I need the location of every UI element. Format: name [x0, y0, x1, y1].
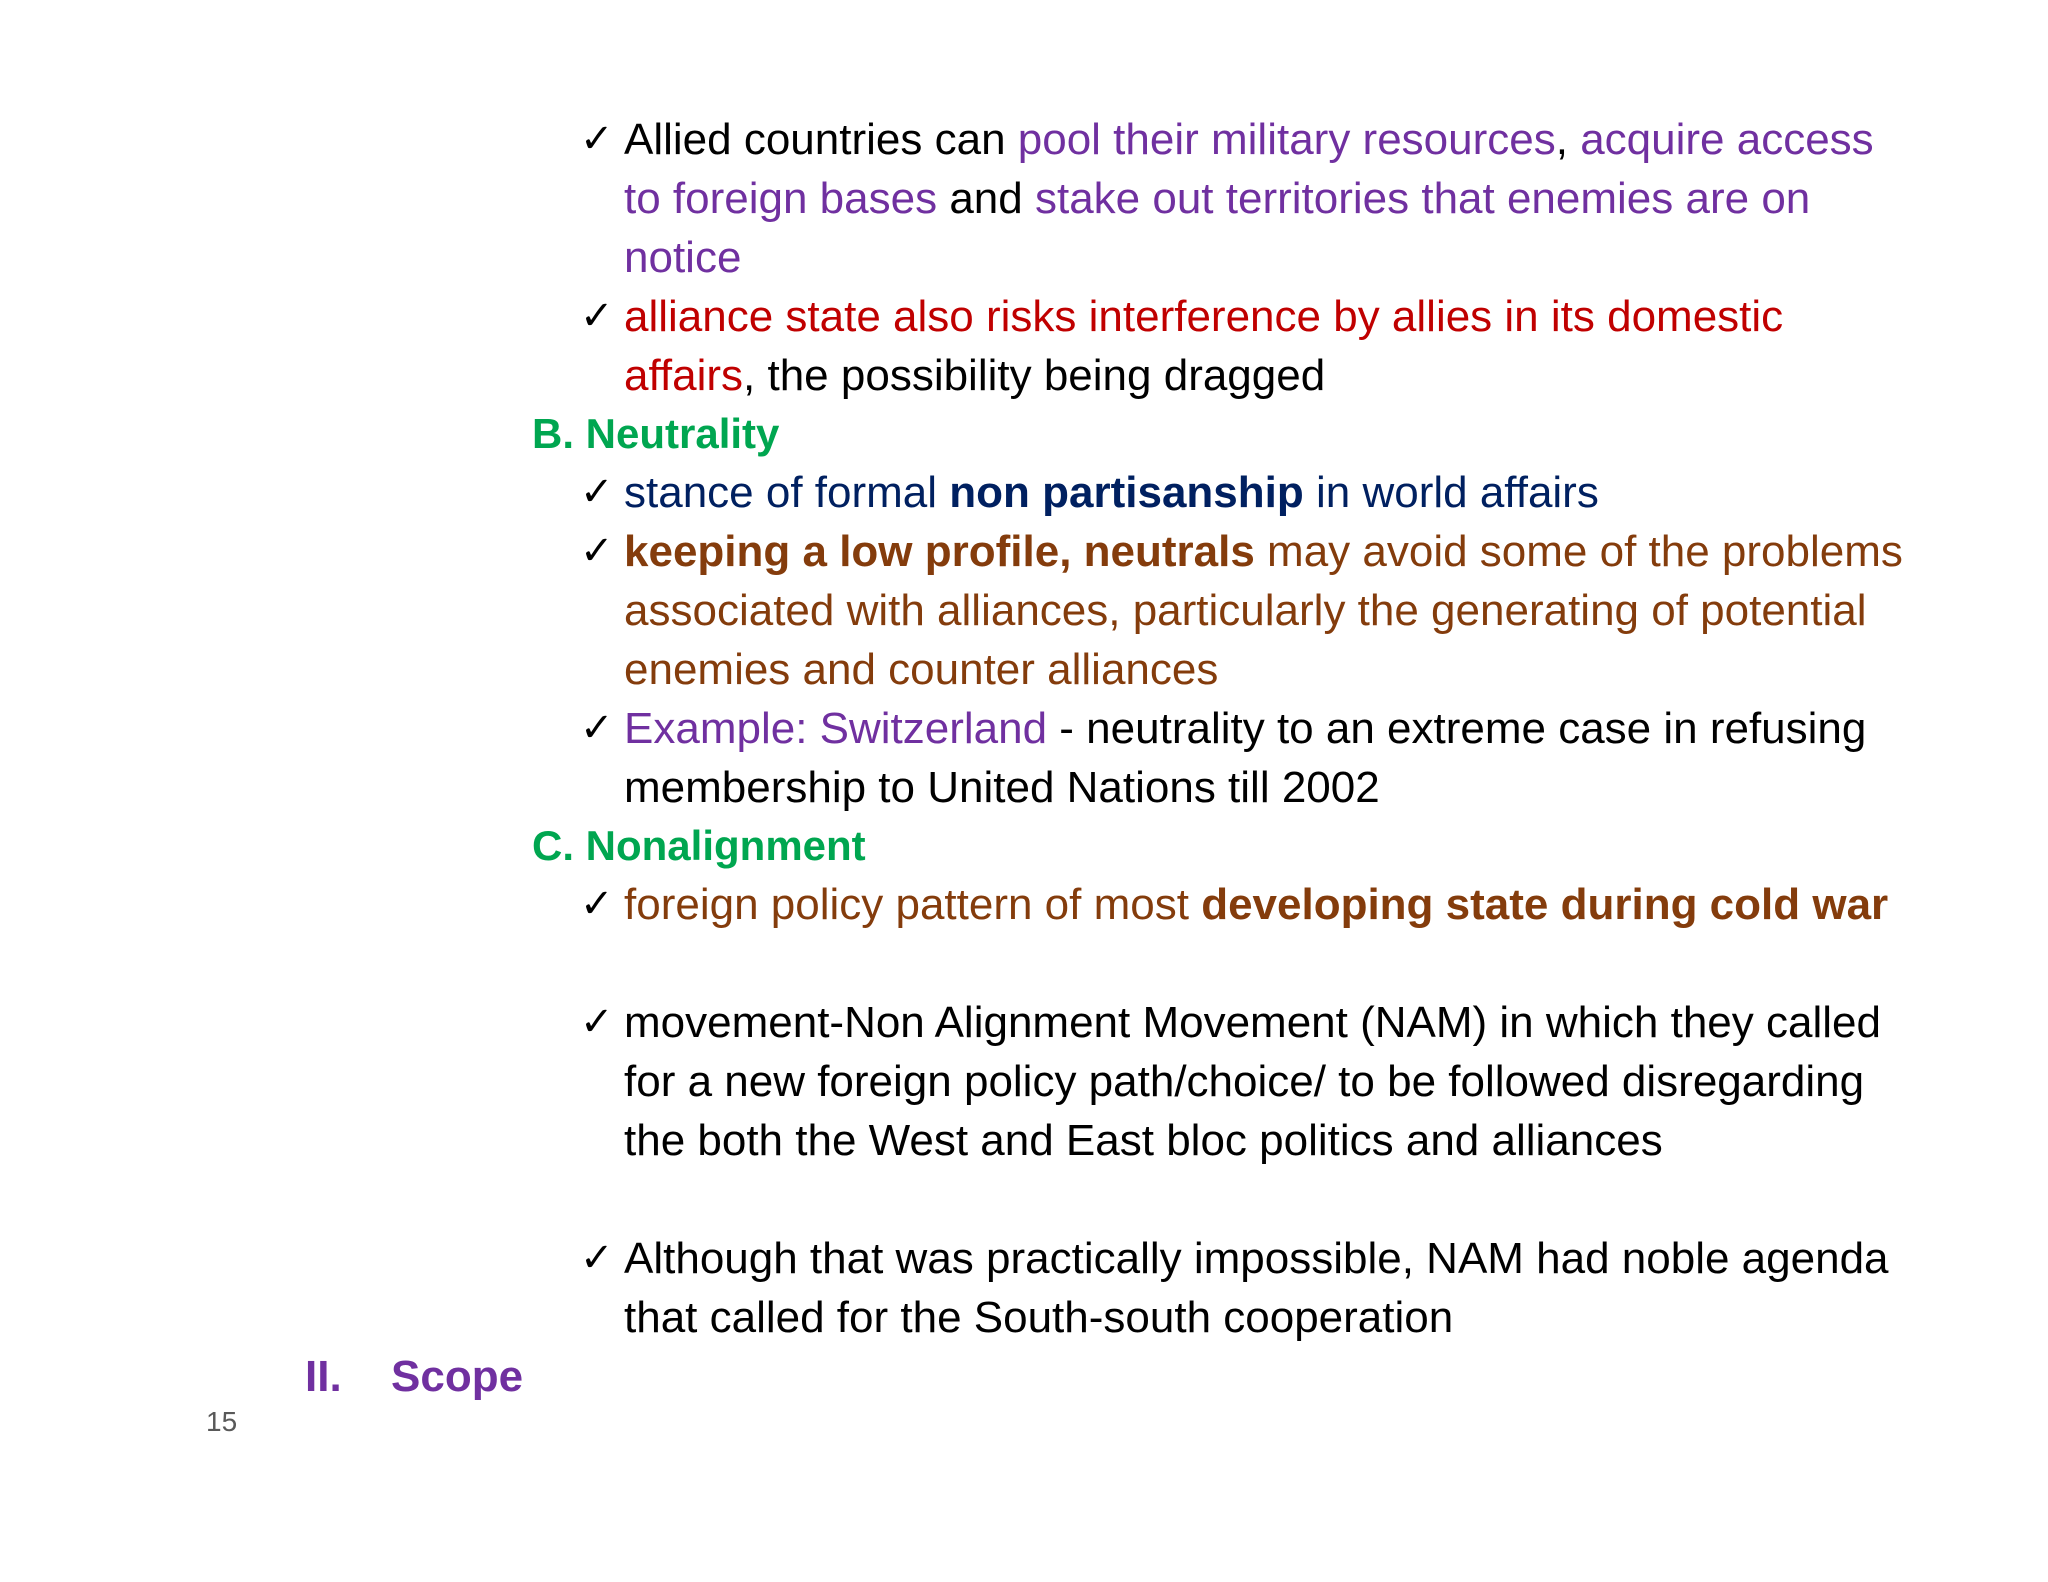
- text-run: may avoid some of the problems associated with alliances, particularly the generating of potential enemies and counter alliances: [624, 527, 1903, 694]
- list-item: [580, 1229, 1920, 1347]
- section-heading-nonalignment: C. Nonalignment: [532, 822, 866, 869]
- text-run: in world affairs: [1303, 468, 1599, 517]
- text-run: Allied countries can: [624, 115, 1018, 164]
- check-mark-icon: ✓: [580, 470, 614, 514]
- check-mark-icon: ✓: [580, 117, 614, 161]
- text-run: - neutrality to an extreme case in refusing membership to United Nations till 2002: [624, 704, 1867, 812]
- text-run-highlight: Example: Switzerland: [624, 704, 1048, 753]
- check-mark-icon: ✓: [580, 882, 614, 926]
- bullet-text: [624, 463, 1920, 522]
- bullet-text: movement-Non Alignment Movement (NAM) in which they called for a new foreign policy path/choice/ to be followed disregarding the both the West and East bloc politics and alliances: [624, 998, 1881, 1165]
- bullet-text: Although that was practically impossible, NAM had noble agenda that called for the South-south cooperation: [624, 1234, 1889, 1342]
- bullet-text: [624, 287, 1920, 405]
- check-mark-icon: ✓: [580, 294, 614, 338]
- section-label: Scope: [391, 1352, 524, 1401]
- section-heading-neutrality: B. Neutrality: [532, 410, 780, 457]
- text-run: and: [937, 174, 1035, 223]
- bullet-text: [624, 699, 1920, 817]
- text-run-highlight: acquire access to foreign bases: [624, 115, 1874, 223]
- text-run: stance of formal: [624, 468, 950, 517]
- text-run-highlight: pool their military resources: [1017, 115, 1556, 164]
- text-run-bold: keeping a low profile, neutrals: [624, 527, 1255, 576]
- bullet-text: [624, 522, 1920, 699]
- text-run-highlight: stake out territories that enemies are on notice: [624, 174, 1811, 282]
- list-item: [580, 463, 1920, 522]
- list-item: [580, 993, 1920, 1170]
- list-item: [580, 287, 1920, 405]
- check-mark-icon: ✓: [580, 1236, 614, 1280]
- text-run-bold: developing state during cold war: [1201, 880, 1889, 929]
- bullet-text: [624, 875, 1920, 934]
- page-number: 15: [206, 1406, 238, 1437]
- check-mark-icon: ✓: [580, 529, 614, 573]
- text-run-bold: non partisanship: [949, 468, 1304, 517]
- section-heading-scope: [305, 1347, 523, 1406]
- list-item: [580, 522, 1920, 699]
- text-run: , the possibility being dragged: [743, 351, 1326, 400]
- list-item: [580, 699, 1920, 817]
- text-run: foreign policy pattern of most: [624, 880, 1202, 929]
- section-number: II.: [305, 1352, 342, 1401]
- list-item: [580, 110, 1920, 287]
- check-mark-icon: ✓: [580, 706, 614, 750]
- check-mark-icon: ✓: [580, 1000, 614, 1044]
- text-run-highlight: alliance state also risks interference by allies in its domestic affairs: [624, 292, 1784, 400]
- bullet-text: [624, 110, 1920, 287]
- text-run: ,: [1555, 115, 1581, 164]
- list-item: [580, 875, 1920, 934]
